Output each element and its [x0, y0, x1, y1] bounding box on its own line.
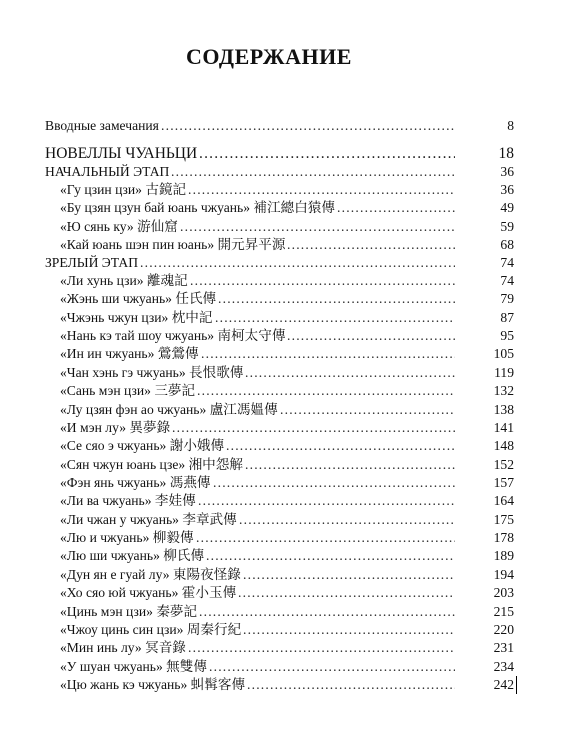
- toc-entry-title: «Ин ин чжуань» 鶯鶯傳: [60, 346, 199, 361]
- dot-leader: [199, 603, 455, 621]
- toc-entry: [0, 529, 572, 547]
- toc-entry-title: «Сань мэн цзи» 三夢記: [60, 383, 196, 398]
- toc-entry-title: «Цинь мэн цзи» 秦夢記: [60, 604, 198, 619]
- toc-entry: [0, 437, 572, 455]
- dot-leader: [188, 639, 455, 657]
- dot-leader: [243, 566, 455, 584]
- toc-entry-page: 132: [493, 383, 514, 398]
- dot-leader: [172, 419, 455, 437]
- dot-leader: [206, 547, 455, 565]
- dot-leader: [287, 327, 455, 345]
- toc-entry-page: 138: [493, 402, 514, 417]
- dot-leader: [140, 254, 455, 272]
- toc-entry-title: «Лю и чжуань» 柳毅傳: [60, 530, 194, 545]
- dot-leader: [171, 163, 455, 181]
- dot-leader: [280, 401, 455, 419]
- toc-entry: [0, 456, 572, 474]
- toc-entry-title: «Лу цзян фэн ао чжуань» 盧江馮媼傳: [60, 402, 278, 417]
- toc-entry-page: 215: [493, 604, 514, 619]
- dot-leader: [190, 272, 455, 290]
- toc-entry-page: 87: [500, 310, 514, 325]
- toc-entry: [0, 658, 572, 676]
- toc-entry-title: «Гу цзин цзи» 古鏡記: [60, 182, 187, 197]
- toc-entry-title: Вводные замечания: [45, 118, 159, 133]
- toc-entry-page: 119: [494, 365, 514, 380]
- dot-leader: [287, 236, 455, 254]
- toc-entry-title: «Цю жань кэ чжуань» 虯髯客傳: [60, 677, 246, 692]
- toc-entry-page: 220: [493, 622, 514, 637]
- toc-entry-page: 152: [493, 457, 514, 472]
- toc-entry-page: 231: [493, 640, 514, 655]
- toc-entry: [0, 218, 572, 236]
- toc-entry-page: 95: [500, 328, 514, 343]
- toc-entry: [0, 511, 572, 529]
- toc-entry: [0, 145, 572, 163]
- toc-entry-title: «Чан хэнь гэ чжуань» 長恨歌傳: [60, 365, 244, 380]
- text-cursor: [516, 676, 517, 694]
- dot-leader: [215, 309, 455, 327]
- toc-entry-title: «Лю ши чжуань» 柳氏傳: [60, 548, 205, 563]
- toc-entry: [0, 382, 572, 400]
- toc-entry-title: «Нань кэ тай шоу чжуань» 南柯太守傳: [60, 328, 286, 343]
- dot-leader: [197, 382, 455, 400]
- toc-entry-page: 157: [493, 475, 514, 490]
- toc-entry-page: 148: [493, 438, 514, 453]
- toc-entry-title: «И мэн лу» 異夢錄: [60, 420, 171, 435]
- dot-leader: [247, 676, 455, 694]
- toc-entry-title: НАЧАЛЬНЫЙ ЭТАП: [45, 164, 170, 179]
- toc-entry-page: 18: [498, 145, 514, 162]
- toc-entry: [0, 401, 572, 419]
- dot-leader: [243, 621, 455, 639]
- toc-entry-title: «Фэн янь чжуань» 馮燕傳: [60, 475, 211, 490]
- dot-leader: [161, 117, 455, 135]
- toc-entry-page: 79: [500, 291, 514, 306]
- toc-entry-title: «Сян чжун юань цзе» 湘中怨解: [60, 457, 243, 472]
- dot-leader: [238, 584, 455, 602]
- dot-leader: [245, 364, 455, 382]
- toc-entry: [0, 199, 572, 217]
- toc-entry: [0, 117, 572, 135]
- toc-entry: [0, 290, 572, 308]
- toc-entry-page: 8: [507, 118, 514, 133]
- dot-leader: [337, 199, 455, 217]
- toc-entry: [0, 621, 572, 639]
- toc-entry: [0, 236, 572, 254]
- toc-entry: [0, 181, 572, 199]
- toc-entry: [0, 603, 572, 621]
- toc-entry-title: НОВЕЛЛЫ ЧУАНЬЦИ: [45, 145, 198, 162]
- toc-entry-title: «Мин инь лу» 冥音錄: [60, 640, 186, 655]
- dot-leader: [245, 456, 455, 474]
- toc-entry: [0, 639, 572, 657]
- toc-entry-title: ЗРЕЛЫЙ ЭТАП: [45, 255, 139, 270]
- toc-entry-title: «Ю сянь ку» 游仙窟: [60, 219, 178, 234]
- toc-entry-title: «Се сяо э чжуань» 謝小娥傳: [60, 438, 225, 453]
- toc-entry-page: 164: [493, 493, 514, 508]
- toc-entry: [0, 547, 572, 565]
- toc-entry-title: «Жэнь ши чжуань» 任氏傳: [60, 291, 217, 306]
- toc-entry: [0, 419, 572, 437]
- toc-entry-page: 74: [500, 255, 514, 270]
- toc-entry: [0, 254, 572, 272]
- dot-leader: [199, 145, 455, 163]
- toc-entry-page: 189: [493, 548, 514, 563]
- toc-entry-page: 36: [500, 164, 514, 179]
- toc-entry-page: 105: [493, 346, 514, 361]
- dot-leader: [209, 658, 455, 676]
- toc-entry-page: 74: [500, 273, 514, 288]
- toc-entry-page: 68: [500, 237, 514, 252]
- toc-entry-title: «Чжэнь чжун цзи» 枕中記: [60, 310, 213, 325]
- toc-entry-page: 141: [493, 420, 514, 435]
- toc-entry-title: «Хо сяо юй чжуань» 霍小玉傳: [60, 585, 237, 600]
- toc-entry-page: 178: [493, 530, 514, 545]
- toc-entry: [0, 309, 572, 327]
- page-title: СОДЕРЖАНИЕ: [186, 44, 352, 69]
- dot-leader: [213, 474, 455, 492]
- toc-entry: [0, 566, 572, 584]
- toc-entry-title: «Кай юань шэн пин юань» 開元昇平源: [60, 237, 286, 252]
- toc-entry-title: «Дун ян е гуай лу» 東陽夜怪錄: [60, 567, 241, 582]
- toc-entry: [0, 676, 572, 694]
- toc-entry-page: 203: [493, 585, 514, 600]
- toc-entry: [0, 364, 572, 382]
- toc-entry: [0, 474, 572, 492]
- toc-entry: [0, 345, 572, 363]
- toc-entry-page: 36: [500, 182, 514, 197]
- dot-leader: [226, 437, 455, 455]
- toc-entry: [0, 584, 572, 602]
- toc-entry-title: «Ли ва чжуань» 李娃傳: [60, 493, 196, 508]
- dot-leader: [188, 181, 455, 199]
- toc-entry-page: 194: [493, 567, 514, 582]
- toc-entry-page: 59: [500, 219, 514, 234]
- dot-leader: [198, 492, 455, 510]
- toc-entry-title: «Ли хунь цзи» 離魂記: [60, 273, 188, 288]
- toc-entry: [0, 163, 572, 181]
- dot-leader: [180, 218, 455, 236]
- toc-entry: [0, 272, 572, 290]
- dot-leader: [196, 529, 455, 547]
- toc-entry-page: 175: [493, 512, 514, 527]
- toc-entry-page: 49: [500, 200, 514, 215]
- toc-entry-title: «У шуан чжуань» 無雙傳: [60, 659, 207, 674]
- toc-entry-title: «Бу цзян цзун бай юань чжуань» 補江總白猿傳: [60, 200, 335, 215]
- toc-entry: [0, 492, 572, 510]
- toc-entry-page: 242: [493, 677, 514, 692]
- toc-entry-title: «Ли чжан у чжуань» 李章武傳: [60, 512, 237, 527]
- toc-entry-title: «Чжоу цинь син цзи» 周秦行紀: [60, 622, 242, 637]
- dot-leader: [218, 290, 455, 308]
- toc-entry: [0, 327, 572, 345]
- dot-leader: [201, 345, 455, 363]
- toc-entry-page: 234: [493, 659, 514, 674]
- dot-leader: [239, 511, 455, 529]
